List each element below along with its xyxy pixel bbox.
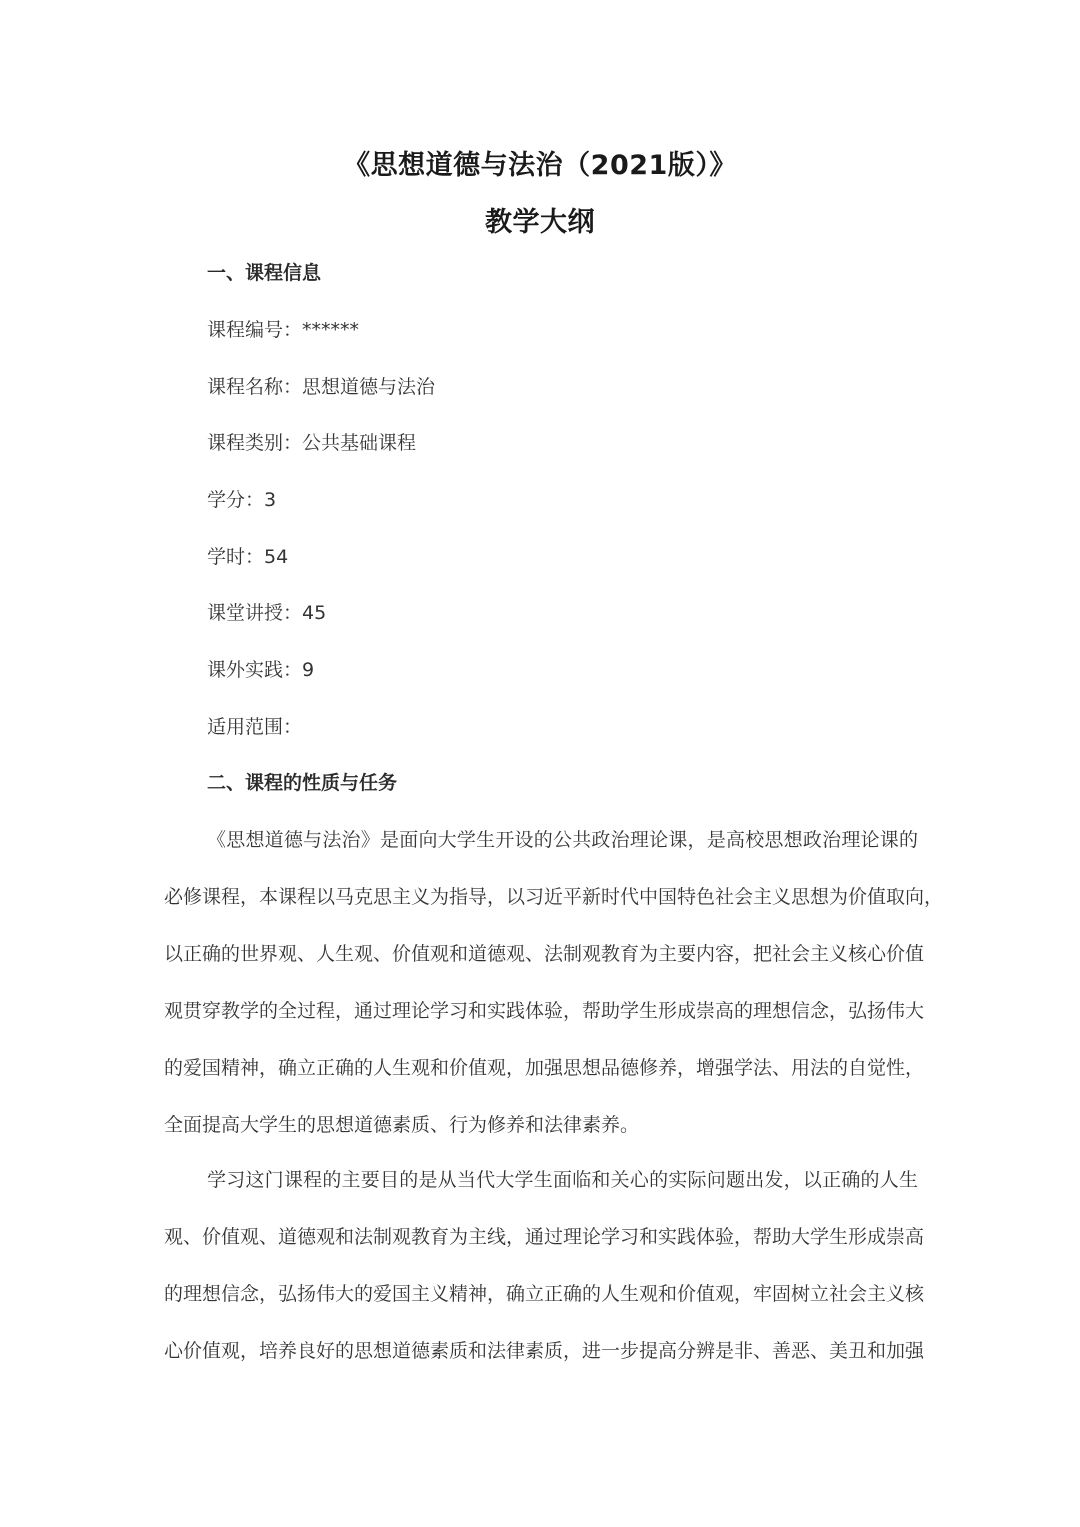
paragraph-line: 的理想信念，弘扬伟大的爱国主义精神，确立正确的人生观和价值观，牢固树立社会主义核: [164, 1283, 925, 1305]
paragraph-line: 的爱国精神，确立正确的人生观和价值观，加强思想品德修养，增强学法、用法的自觉性，: [164, 1057, 925, 1079]
paragraph-line: 《思想道德与法治》是面向大学生开设的公共政治理论课，是高校思想政治理论课的: [207, 829, 918, 851]
paragraph-line: 心价值观，培养良好的思想道德素质和法律素质，进一步提高分辨是非、善恶、美丑和加强: [164, 1340, 925, 1362]
info-lecture-hours: 课堂讲授：45: [207, 602, 327, 624]
paragraph-course-purpose: [164, 1168, 925, 1396]
info-credits: 学分：3: [207, 489, 277, 511]
paragraph-line: 观、价值观、道德观和法制观教育为主线，通过理论学习和实践体验，帮助大学生形成崇高: [164, 1226, 925, 1248]
info-course-category: 课程类别：公共基础课程: [207, 432, 417, 454]
paragraph-line: 必修课程，本课程以马克思主义为指导，以习近平新时代中国特色社会主义思想为价值取向，: [164, 886, 944, 908]
paragraph-line: 学习这门课程的主要目的是从当代大学生面临和关心的实际问题出发，以正确的人生: [207, 1169, 918, 1191]
info-scope: 适用范围：: [207, 716, 303, 738]
section-heading-course-info: 一、课程信息: [207, 262, 322, 284]
info-practice-hours: 课外实践：9: [207, 659, 315, 681]
paragraph-line: 观贯穿教学的全过程，通过理论学习和实践体验，帮助学生形成崇高的理想信念，弘扬伟大: [164, 1000, 925, 1022]
section-heading-nature-tasks: 二、课程的性质与任务: [207, 772, 398, 794]
info-course-code: 课程编号：******: [207, 319, 360, 341]
paragraph-course-nature: [164, 828, 944, 1170]
paragraph-line: 以正确的世界观、人生观、价值观和道德观、法制观教育为主要内容，把社会主义核心价值: [164, 943, 925, 965]
paragraph-line: 全面提高大学生的思想道德素质、行为修养和法律素养。: [164, 1114, 640, 1136]
info-course-name: 课程名称：思想道德与法治: [207, 376, 436, 398]
document-subtitle: 教学大纲: [485, 207, 595, 238]
document-title: 《思想道德与法治（2021版）》: [343, 150, 737, 181]
info-hours: 学时：54: [207, 546, 289, 568]
